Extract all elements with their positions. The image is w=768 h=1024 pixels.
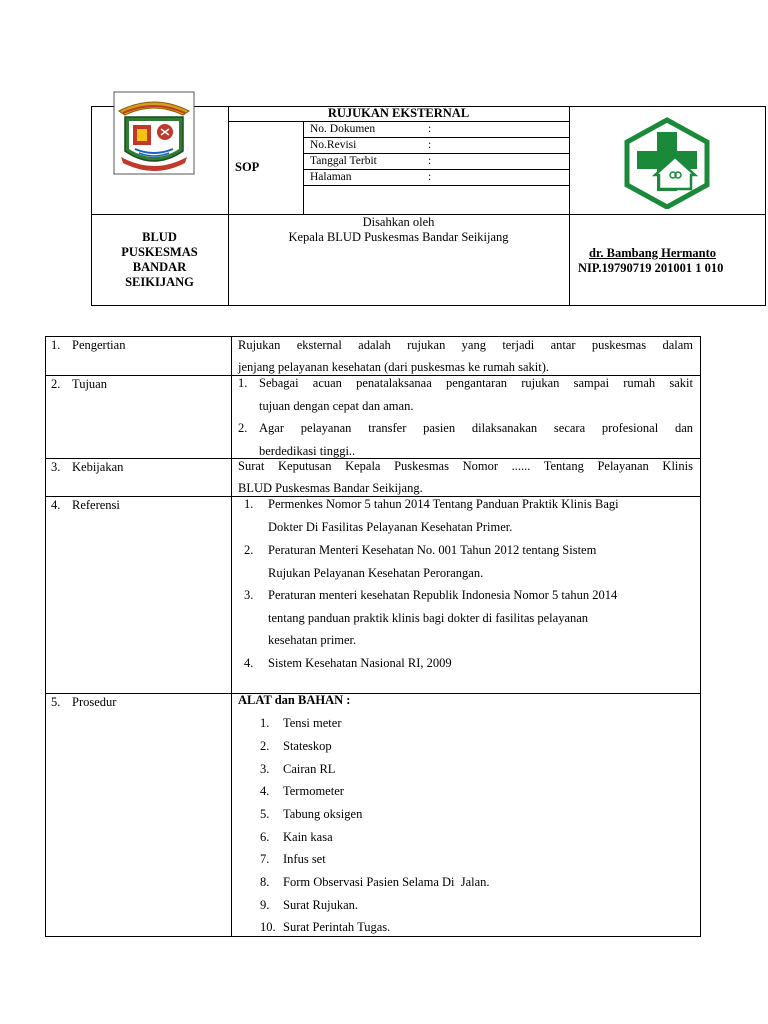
list-item-line: Peraturan Menteri Kesehatan No. 001 Tahun 2012 tentang Sistem <box>268 543 597 557</box>
list-number: 8. <box>260 875 270 889</box>
list-number: 1. <box>244 497 254 511</box>
list-number: 4. <box>260 784 270 798</box>
sop-title: RUJUKAN EKSTERNAL <box>327 106 470 120</box>
list-item: Surat Perintah Tugas. <box>283 920 391 934</box>
sop-label: SOP <box>235 160 260 174</box>
list-number: 6. <box>260 830 270 844</box>
list-number: 2. <box>244 543 254 557</box>
section-number: 3. <box>51 460 61 474</box>
puskesmas-logo <box>621 117 713 209</box>
regency-emblem-logo <box>113 91 195 175</box>
list-item: Tensi meter <box>283 716 342 730</box>
list-item-line: Sistem Kesehatan Nasional RI, 2009 <box>268 656 452 670</box>
list-number: 4. <box>244 656 254 670</box>
section-number: 1. <box>51 338 61 352</box>
list-number: 2. <box>238 421 248 435</box>
doc-field-sep: : <box>428 123 432 135</box>
section-number: 4. <box>51 498 61 512</box>
org-name-line: SEIKIJANG <box>125 275 194 289</box>
list-item: Surat Rujukan. <box>283 898 358 912</box>
section-label: Prosedur <box>72 695 117 709</box>
list-item: Infus set <box>283 852 326 866</box>
list-item-line: Sebagai acuan penatalaksanaa pengantaran rujukan sampai rumah sakit <box>259 376 693 390</box>
list-item-line: tentang panduan praktik klinis bagi dokter di fasilitas pelayanan <box>268 611 589 625</box>
list-item: Stateskop <box>283 739 332 753</box>
section-text-line: Rujukan eksternal adalah rujukan yang terjadi antar puskesmas dalam <box>238 338 693 352</box>
list-number: 2. <box>260 739 270 753</box>
section-text-line: BLUD Puskesmas Bandar Seikijang. <box>238 481 423 495</box>
approver-title: Kepala BLUD Puskesmas Bandar Seikijang <box>288 230 509 244</box>
org-name-line: PUSKESMAS <box>121 245 198 259</box>
approved-by-text: Disahkan oleh <box>362 215 435 229</box>
list-item: Form Observasi Pasien Selama Di Jalan. <box>283 875 490 889</box>
doc-field-label: Halaman <box>310 171 352 183</box>
section-label: Referensi <box>72 498 120 512</box>
section-number: 5. <box>51 695 61 709</box>
section-text-line: jenjang pelayanan kesehatan (dari puskesmas ke rumah sakit). <box>238 360 549 374</box>
list-item-line: kesehatan primer. <box>268 633 357 647</box>
section-label: Tujuan <box>72 377 107 391</box>
doc-field-sep: : <box>428 139 432 151</box>
signer-name: dr. Bambang Hermanto <box>589 246 716 260</box>
org-name-line: BLUD <box>142 230 177 244</box>
org-name-line: BANDAR <box>132 260 187 274</box>
list-number: 3. <box>244 588 254 602</box>
list-item-line: Dokter Di Fasilitas Pelayanan Kesehatan Primer. <box>268 520 513 534</box>
list-number: 5. <box>260 807 270 821</box>
section-label: Pengertian <box>72 338 126 352</box>
list-number: 3. <box>260 762 270 776</box>
section-label: Kebijakan <box>72 460 124 474</box>
list-item-line: Permenkes Nomor 5 tahun 2014 Tentang Panduan Praktik Klinis Bagi <box>268 497 619 511</box>
list-item: Tabung oksigen <box>283 807 363 821</box>
section-text-line: Surat Keputusan Kepala Puskesmas Nomor ...... Tentang Pelayanan Klinis <box>238 459 693 473</box>
list-item-line: Peraturan menteri kesehatan Republik Indonesia Nomor 5 tahun 2014 <box>268 588 618 602</box>
list-item: Kain kasa <box>283 830 333 844</box>
doc-field-label: No.Revisi <box>310 139 357 151</box>
list-number: 9. <box>260 898 270 912</box>
signer-nip: NIP.19790719 201001 1 010 <box>578 261 724 275</box>
list-number: 10. <box>260 920 276 934</box>
list-number: 7. <box>260 852 270 866</box>
list-number: 1. <box>238 376 248 390</box>
list-item-line: berdedikasi tinggi.. <box>259 444 356 458</box>
doc-field-sep: : <box>428 155 432 167</box>
list-item-line: Agar pelayanan transfer pasien dilaksanakan secara profesional dan <box>259 421 693 435</box>
list-number: 1. <box>260 716 270 730</box>
section-number: 2. <box>51 377 61 391</box>
doc-field-label: Tanggal Terbit <box>310 155 377 167</box>
doc-field-label: No. Dokumen <box>310 123 376 135</box>
procedure-heading: ALAT dan BAHAN : <box>238 693 351 707</box>
list-item-line: Rujukan Pelayanan Kesehatan Perorangan. <box>268 566 484 580</box>
list-item: Cairan RL <box>283 762 336 776</box>
list-item: Termometer <box>283 784 344 798</box>
list-item-line: tujuan dengan cepat dan aman. <box>259 399 414 413</box>
doc-field-sep: : <box>428 171 432 183</box>
